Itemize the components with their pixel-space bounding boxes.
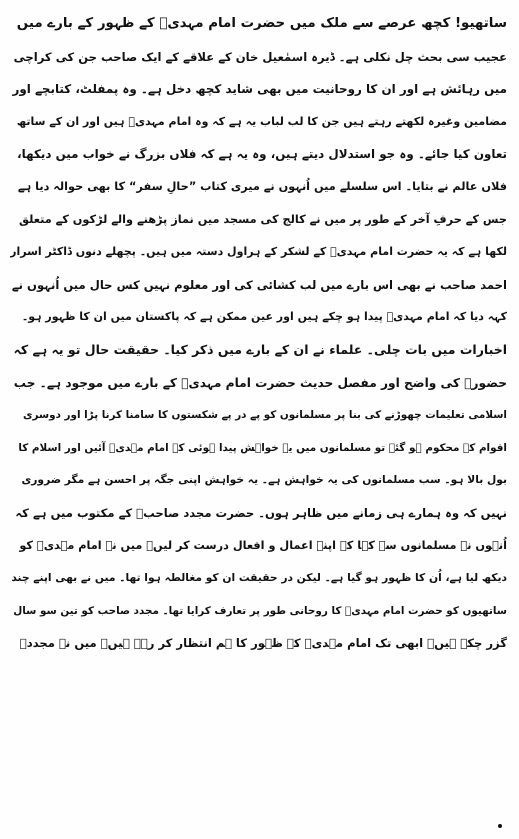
text-line: لکھا ہے کہ یہ حضرت امام مہدیؑ کے لشکر کے ہراول دستہ میں ہیں۔ پچھلے دنوں ڈاکٹر اسرار	[10, 245, 507, 259]
text-line: اُنہوں نے مسلمانوں سے کہا کہ اپنے اعمال و افعال درست کر لیں۔ میں نے امام مہدیؑ کو	[19, 538, 507, 552]
text-line: ساتھیو! کچھ عرصے سے ملک میں حضرت امام مہدیؑ کے ظہور کے بارے میں	[16, 16, 507, 31]
text-line: میں رہائش ہے اور ان کا روحانیت میں بھی شاید کچھ دخل ہے۔ وہ پمفلٹ، کتابچے اور	[12, 82, 507, 97]
text-line: دیکھ لیا ہے، اُن کا ظہور ہو گیا ہے۔ لیکن در حقیقت ان کو مغالطہ ہوا تھا۔ میں نے بھی اپنے چند	[11, 571, 507, 585]
urdu-body-text	[10, 8, 507, 660]
text-line: اقوام کے محکوم ہو گئے تو مسلمانوں میں یہ خواہش پیدا ہوئی کہ امام مہدیؑ آئیں اور اسلام کا	[18, 441, 507, 454]
text-line: گزر چکے ہیں۔ ابھی تک امام مہدیؑ کے ظہور کا ہم انتظار کر رہے ہیں۔ میں نے مجددؒ	[19, 636, 507, 651]
text-line: مضامین وغیرہ لکھتے رہتے ہیں جن کا لب لباب یہ ہے کہ وہ امام مہدیؑ ہیں اور ان کے ساتھ	[16, 114, 507, 128]
text-line: اخبارات میں بات چلی۔ علماء نے ان کے بارے میں ذکر کیا۔ حقیقت حال تو یہ ہے کہ	[13, 341, 507, 357]
text-line: تعاون کیا جائے۔ وہ جو استدلال دیتے ہیں، وہ یہ ہے کہ فلاں بزرگ نے خواب میں دیکھا،	[17, 147, 507, 162]
text-line: نہیں کہ وہ ہمارے ہی زمانے میں ظاہر ہوں۔ حضرت مجدد صاحبؒ کے مکتوب میں ہے کہ	[15, 505, 507, 520]
text-line: عجیب سی بحث چل نکلی ہے۔ ڈیرہ اسمٰعیل خان کے علاقے کے ایک صاحب جن کی کراچی	[13, 49, 507, 64]
text-line: بول بالا ہو۔ سب مسلمانوں کی یہ خواہش ہے۔ یہ خواہش اپنی جگہ پر احسن ہے مگر ضروری	[21, 473, 507, 487]
text-line: فلاں عالم نے بتایا۔ اس سلسلے میں اُنہوں نے میری کتاب ”حالِ سفر“ کا بھی حوالہ دیا ہے	[17, 179, 507, 193]
text-line: جس کے حرفِ آخر کے طور پر میں نے کالج کی مسجد میں نماز پڑھنے والے لڑکوں کے متعلق	[18, 212, 507, 226]
text-line: احمد صاحب نے بھی اس بارے میں لب کشائی کی اور معلوم نہیں کس حال میں اُنہوں نے	[11, 277, 507, 292]
text-line: حضورﷺ کی واضح اور مفصل حدیث حضرت امام مہدیؑ کے بارے میں موجود ہے۔ جب	[13, 375, 507, 390]
text-line: کہہ دیا کہ امام مہدیؑ پیدا ہو چکے ہیں اور عین ممکن ہے کہ پاکستان میں ان کا ظہور ہو۔	[21, 310, 507, 324]
ink-dot	[498, 824, 502, 828]
text-line: ساتھیوں کو حضرت امام مہدیؑ کا روحانی طور پر تعارف کرایا تھا۔ مجدد صاحب کو تین سو سال	[13, 604, 507, 617]
text-line: اسلامی تعلیمات چھوڑنے کی بنا پر مسلمانوں کو پے در پے شکستوں کا سامنا کرنا پڑا اور دوسری	[22, 409, 507, 422]
